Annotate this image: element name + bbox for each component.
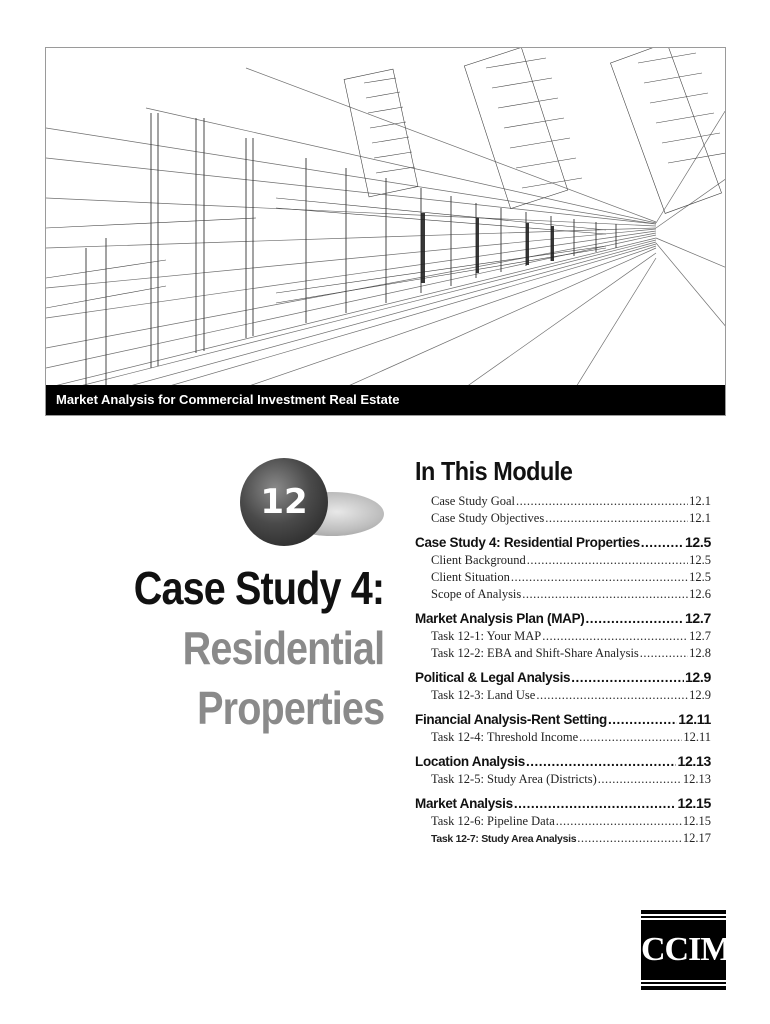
toc-leader-dots xyxy=(536,687,688,704)
toc-task-entry[interactable] xyxy=(415,493,711,510)
toc-leader-dots xyxy=(511,569,688,586)
toc-section-entry[interactable] xyxy=(415,668,711,687)
toc-leader-dots xyxy=(579,729,682,746)
toc-entry-label: Case Study 4: Residential Properties xyxy=(415,535,640,550)
ccim-logo xyxy=(641,910,732,988)
toc-entry-label: Case Study Objectives xyxy=(431,511,545,525)
cover-illustration xyxy=(45,47,726,416)
toc-leader-dots xyxy=(640,645,688,662)
toc-entry-page: 12.9 xyxy=(684,669,711,685)
toc-task-entry[interactable] xyxy=(415,687,711,704)
toc-entry-label: Scope of Analysis xyxy=(431,587,522,601)
toc-leader-dots xyxy=(586,610,684,628)
module-number: 12 xyxy=(240,458,328,546)
toc-leader-dots xyxy=(598,771,682,788)
toc-entry-page: 12.17 xyxy=(682,831,711,845)
toc-entry-page: 12.11 xyxy=(678,711,711,727)
ccim-logo-text: CCIM xyxy=(641,920,726,980)
toc-task-entry[interactable] xyxy=(415,569,711,586)
toc-leader-dots xyxy=(608,711,677,729)
toc-entry-label: Client Background xyxy=(431,553,526,567)
toc-entry-page: 12.5 xyxy=(684,534,711,550)
toc-entry-label: Task 12-1: Your MAP xyxy=(431,629,542,643)
toc-task-entry[interactable] xyxy=(415,830,711,848)
toc-leader-dots xyxy=(641,534,684,552)
toc-entry-label: Political & Legal Analysis xyxy=(415,670,571,685)
module-title-line2: Residential xyxy=(182,622,384,674)
toc-task-entry[interactable] xyxy=(415,628,711,645)
toc-entry-page: 12.6 xyxy=(689,587,711,601)
toc-section-entry[interactable] xyxy=(415,609,711,628)
toc-leader-dots xyxy=(527,552,688,569)
toc-section-entry[interactable] xyxy=(415,710,711,729)
toc-entry-label: Financial Analysis-Rent Setting xyxy=(415,712,607,727)
module-title-line1: Case Study 4: xyxy=(133,562,384,614)
toc-task-entry[interactable] xyxy=(415,729,711,746)
toc-entry-label: Client Situation xyxy=(431,570,510,584)
toc-task-entry[interactable] xyxy=(415,645,711,662)
module-number-badge xyxy=(240,458,390,548)
toc-entry-label: Task 12-2: EBA and Shift-Share Analysis xyxy=(431,646,639,660)
toc-task-entry[interactable] xyxy=(415,510,711,527)
toc-leader-dots xyxy=(542,628,688,645)
toc-entry-page: 12.15 xyxy=(682,814,711,828)
toc-entry-label: Market Analysis Plan (MAP) xyxy=(415,611,585,626)
toc-leader-dots xyxy=(556,813,682,830)
toc-leader-dots xyxy=(526,753,677,771)
toc-section-entry[interactable] xyxy=(415,752,711,771)
toc-task-entry[interactable] xyxy=(415,771,711,788)
toc-entry-page: 12.9 xyxy=(689,688,711,702)
toc-section-entry[interactable] xyxy=(415,794,711,813)
toc-leader-dots xyxy=(522,586,688,603)
toc-section-entry[interactable] xyxy=(415,533,711,552)
toc-entry-label: Task 12-5: Study Area (Districts) xyxy=(431,772,597,786)
toc-task-entry[interactable] xyxy=(415,586,711,603)
toc-leader-dots xyxy=(516,493,688,510)
toc-entry-label: Task 12-3: Land Use xyxy=(431,688,536,702)
toc-entry-label: Task 12-4: Threshold Income xyxy=(431,730,579,744)
toc-entry-page: 12.7 xyxy=(684,610,711,626)
toc-entry-label: Case Study Goal xyxy=(431,494,516,508)
module-title-line3: Properties xyxy=(196,682,384,734)
toc-entry-page: 12.7 xyxy=(689,629,711,643)
toc-entry-page: 12.13 xyxy=(682,772,711,786)
module-title xyxy=(93,562,384,734)
toc-entry-page: 12.5 xyxy=(689,570,711,584)
toc-task-entry[interactable] xyxy=(415,813,711,830)
toc-heading: In This Module xyxy=(415,456,573,486)
table-of-contents xyxy=(415,456,711,848)
toc-task-entry[interactable] xyxy=(415,552,711,569)
toc-entry-page: 12.15 xyxy=(677,795,711,811)
toc-leader-dots xyxy=(545,510,688,527)
toc-entry-page: 12.8 xyxy=(689,646,711,660)
toc-leader-dots xyxy=(514,795,677,813)
building-perspective-illustration xyxy=(46,48,726,416)
toc-entry-label: Task 12-6: Pipeline Data xyxy=(431,814,555,828)
toc-entry-page: 12.5 xyxy=(689,553,711,567)
course-banner: Market Analysis for Commercial Investment Real Estate xyxy=(46,385,725,415)
toc-entry-page: 12.13 xyxy=(677,753,711,769)
toc-entry-page: 12.1 xyxy=(689,511,711,525)
toc-entry-page: 12.1 xyxy=(689,494,711,508)
toc-leader-dots xyxy=(577,830,682,847)
toc-list xyxy=(415,493,711,848)
toc-entry-page: 12.11 xyxy=(683,730,711,744)
toc-entry-label: Task 12-7: Study Area Analysis xyxy=(431,833,577,845)
toc-entry-label: Location Analysis xyxy=(415,754,525,769)
toc-entry-label: Market Analysis xyxy=(415,796,513,811)
toc-leader-dots xyxy=(571,669,684,687)
